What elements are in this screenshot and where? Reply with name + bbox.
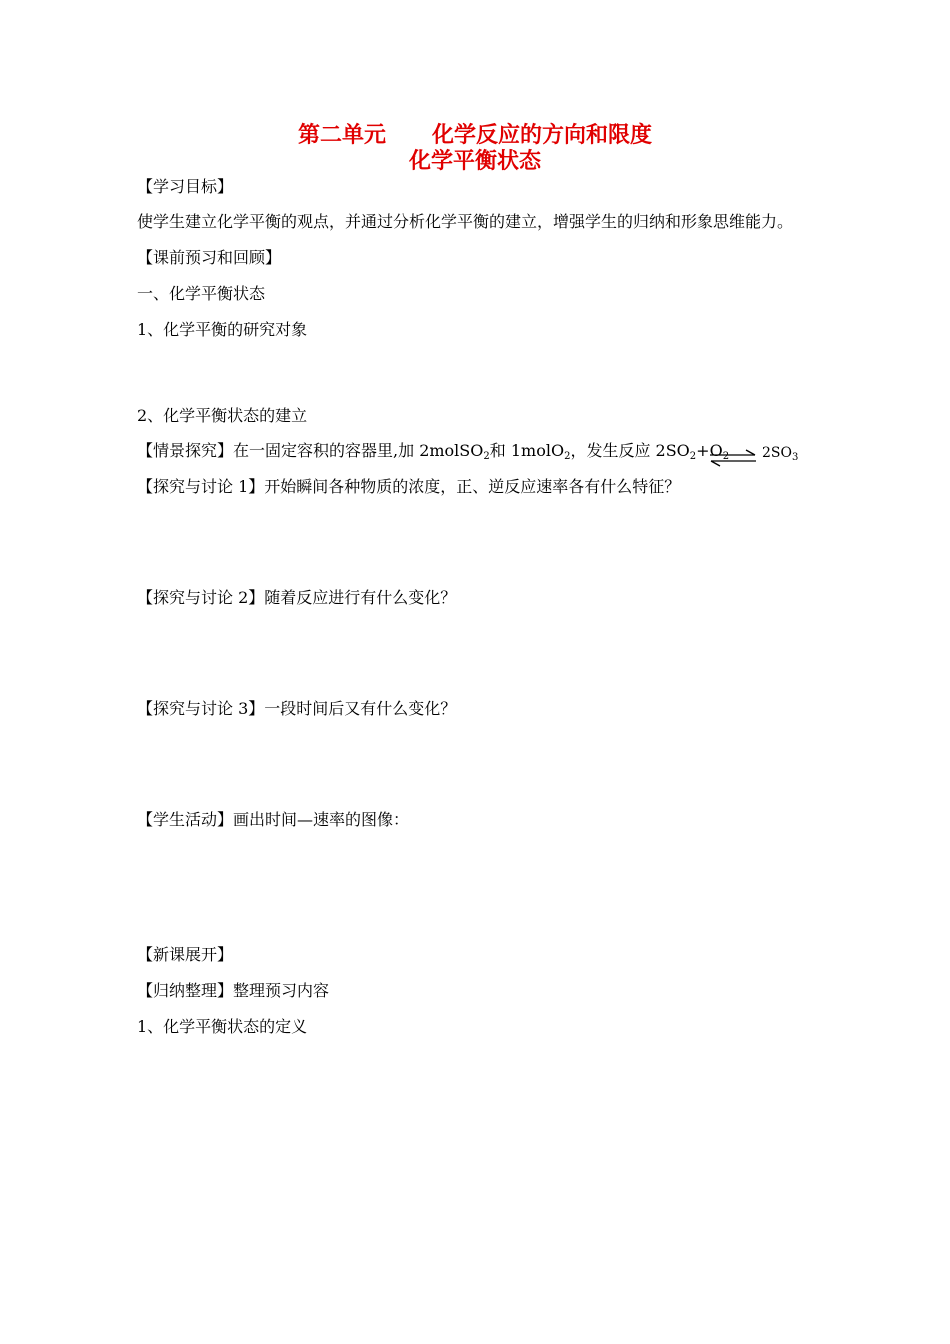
objectives-text: 使学生建立化学平衡的观点，并通过分析化学平衡的建立，增强学生的归纳和形象思维能力。 (137, 212, 794, 231)
title-topic: 化学反应的方向和限度 (432, 123, 653, 148)
reaction-product (762, 443, 798, 463)
product-text: 2SO (762, 445, 792, 461)
subscript: 2 (564, 451, 571, 462)
definition-item: 1、化学平衡状态的定义 (137, 1017, 308, 1036)
page-subtitle: 化学平衡状态 (408, 149, 541, 174)
item-research-object: 1、化学平衡的研究对象 (137, 320, 308, 339)
discussion-1: 【探究与讨论 1】开始瞬间各种物质的浓度，正、逆反应速率各有什么特征？ (137, 477, 681, 496)
subscript: 2 (689, 451, 697, 462)
section-heading: 一、化学平衡状态 (137, 284, 266, 303)
reversible-arrow-icon (708, 449, 758, 467)
summary-heading: 【归纳整理】整理预习内容 (137, 981, 330, 1000)
discussion-2: 【探究与讨论 2】随着反应进行有什么变化？ (137, 588, 457, 607)
scenario-text: 和 1molO (489, 441, 565, 460)
discussion-3: 【探究与讨论 3】一段时间后又有什么变化？ (137, 699, 457, 718)
scenario-line (137, 441, 729, 461)
objectives-heading: 【学习目标】 (137, 177, 234, 196)
new-lesson-heading: 【新课展开】 (137, 945, 234, 964)
subscript: 2 (722, 451, 730, 462)
subscript: 2 (483, 451, 490, 462)
student-activity: 【学生活动】画出时间—速率的图像： (137, 810, 410, 829)
item-establishment: 2、化学平衡状态的建立 (137, 406, 308, 425)
preview-heading: 【课前预习和回顾】 (137, 248, 282, 267)
title-unit: 第二单元 (297, 123, 386, 148)
scenario-text: +O (696, 441, 723, 460)
subscript: 3 (791, 452, 799, 463)
page-title (0, 123, 950, 149)
scenario-text: 在一固定容积的容器里,加 2molSO (233, 441, 484, 460)
scenario-text: ，发生反应 2SO (570, 441, 690, 460)
scenario-label: 【情景探究】 (137, 441, 234, 460)
